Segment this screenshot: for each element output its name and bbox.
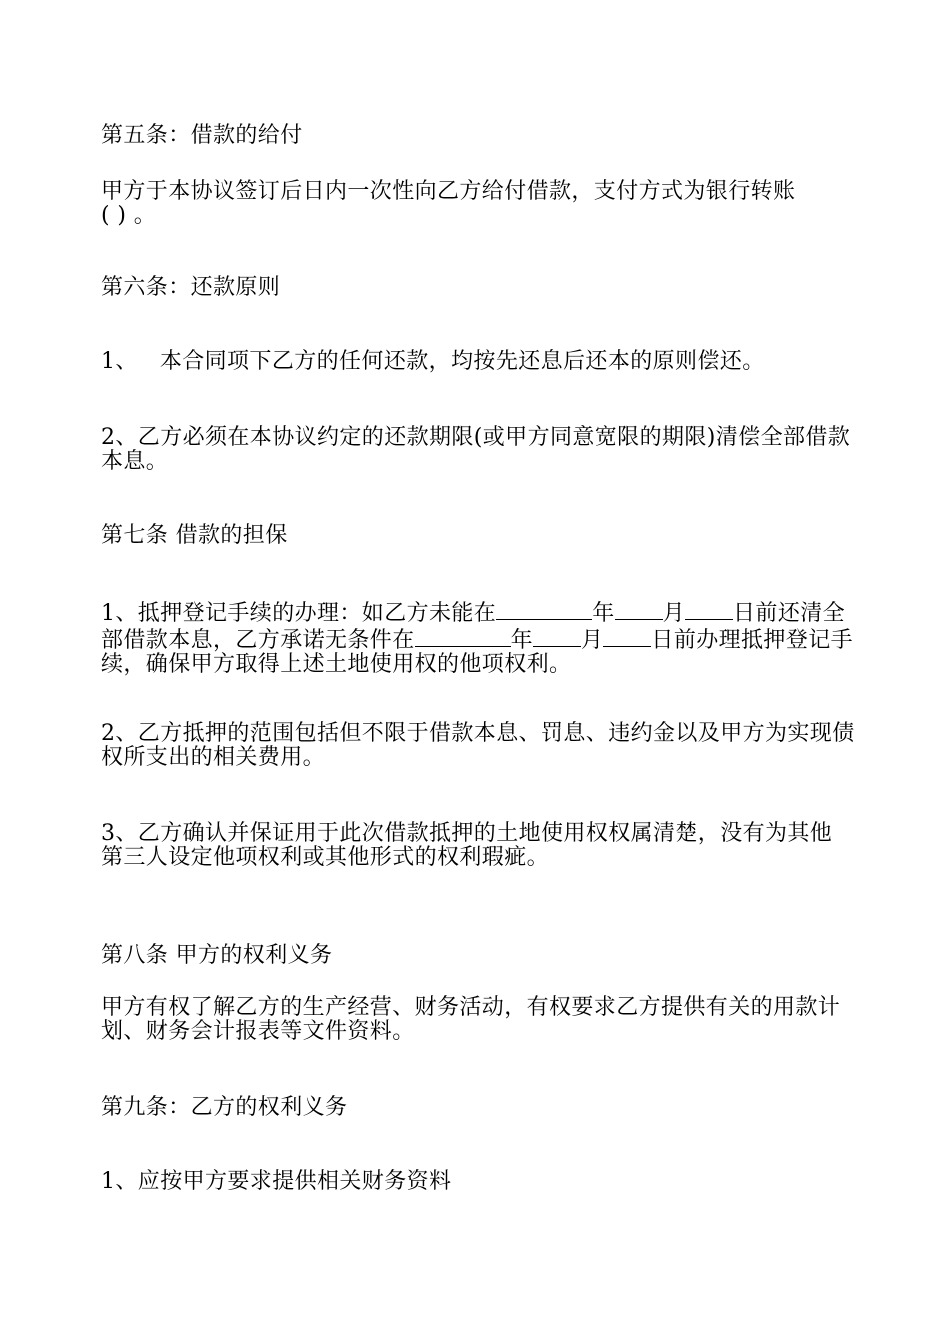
article7-item1-part2: 日前还清全部借款本息，乙方承诺无条件在 <box>101 601 846 653</box>
article7-item2: 2、乙方抵押的范围包括但不限于借款本息、罚息、违约金以及甲方为实现债权所支出的相关费用。 <box>101 721 855 770</box>
year-label: 年 <box>592 601 615 626</box>
blank-day-field <box>685 599 733 620</box>
article6-item1-number: 1、 <box>101 349 138 374</box>
year-label-2: 年 <box>510 628 534 653</box>
article7-item1 <box>101 599 861 677</box>
article7-item1-part1: 1、抵押登记手续的办理：如乙方未能在 <box>101 601 497 626</box>
article5-text: 甲方于本协议签订后日内一次性向乙方给付借款，支付方式为银行转账 <box>101 179 796 204</box>
article6-heading: 第六条：还款原则 <box>101 275 281 300</box>
article9-heading: 第九条：乙方的权利义务 <box>101 1095 348 1120</box>
article6-item2: 2、乙方必须在本协议约定的还款期限(或甲方同意宽限的期限)清偿全部借款本息。 <box>101 425 851 474</box>
blank-year-field <box>496 599 592 620</box>
month-label: 月 <box>662 601 686 626</box>
article5-paragraph <box>101 180 861 228</box>
article7-item3-line1: 3、乙方确认并保证用于此次借款抵押的土地使用权权属清楚，没有为其他 <box>101 821 833 846</box>
article8-heading: 第八条 甲方的权利义务 <box>101 943 333 968</box>
article7-item3 <box>101 822 861 870</box>
article6-item1-text: 本合同项下乙方的任何还款，均按先还息后还本的原则偿还。 <box>159 349 765 374</box>
article7-item1-part3: 日前办理抵押登记手续，确保甲方取得上述土地使用权的他项权利。 <box>101 628 854 677</box>
article6-item1 <box>101 350 861 374</box>
blank-day-field-2 <box>603 626 651 647</box>
article5-text-end: ( ) 。 <box>101 203 157 228</box>
article7-item3-line2: 第三人设定他项权利或其他形式的权利瑕疵。 <box>101 845 550 870</box>
article7-heading: 第七条 借款的担保 <box>101 523 288 548</box>
article9-item1: 1、应按甲方要求提供相关财务资料 <box>101 1169 452 1194</box>
blank-month-field-2 <box>533 626 581 647</box>
month-label-2: 月 <box>581 628 604 653</box>
article8-paragraph: 甲方有权了解乙方的生产经营、财务活动，有权要求乙方提供有关的用款计划、财务会计报表等文件资料。 <box>101 995 841 1044</box>
blank-month-field <box>615 599 663 620</box>
blank-year-field-2 <box>415 626 511 647</box>
article5-heading: 第五条：借款的给付 <box>101 123 303 148</box>
